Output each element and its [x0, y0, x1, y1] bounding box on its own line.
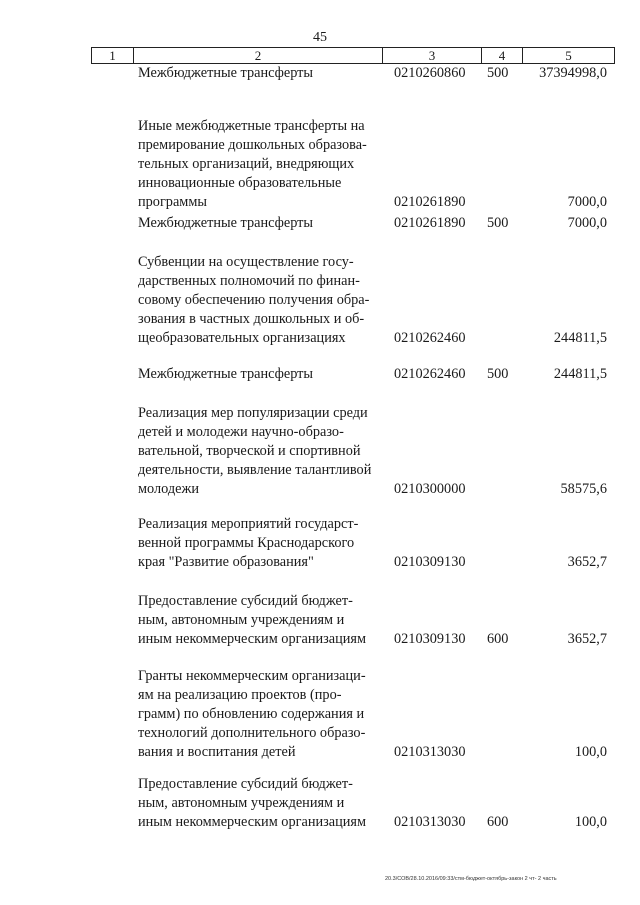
row-amount: 244811,5 — [553, 330, 607, 346]
row-amount: 244811,5 — [553, 366, 607, 382]
row-expense-kind: 500 — [487, 215, 509, 231]
description-line: Межбюджетные трансферты — [138, 215, 314, 231]
description-line: Реализация мер популяризации среди — [138, 405, 368, 421]
description-line: ям на реализацию проектов (про- — [138, 687, 342, 703]
row-amount: 100,0 — [574, 814, 607, 830]
row-expense-kind: 600 — [487, 631, 509, 647]
row-description — [138, 592, 384, 649]
row-amount: 3652,7 — [567, 554, 607, 570]
description-line: венной программы Краснодарского — [138, 535, 355, 551]
row-amount: 3652,7 — [567, 631, 607, 647]
column-header-5: 5 — [565, 48, 572, 63]
row-expense-kind: 600 — [487, 814, 509, 830]
description-line: технологий дополнительного образо- — [138, 725, 366, 741]
row-expense-kind: 500 — [487, 366, 509, 382]
row-code: 0210260860 — [394, 65, 466, 81]
description-line: щеобразовательных организациях — [138, 330, 346, 346]
description-line: Реализация мероприятий государст- — [138, 516, 359, 532]
row-amount: 7000,0 — [567, 194, 607, 210]
description-line: премирование дошкольных образова- — [138, 137, 367, 153]
row-description — [138, 404, 384, 499]
row-code: 0210262460 — [394, 366, 466, 382]
row-amount: 7000,0 — [567, 215, 607, 231]
description-line: программы — [138, 194, 208, 210]
description-line: Межбюджетные трансферты — [138, 65, 314, 81]
page-number: 45 — [313, 30, 327, 45]
row-description — [138, 775, 384, 832]
description-line: вания и воспитания детей — [138, 744, 296, 760]
description-line: дарственных полномочий по финан- — [138, 273, 360, 289]
footer-filepath: 20.3/СОВ/28.10.2016/09:33/стм-бюджет-октябрь-закон 2 чт- 2 часть — [385, 876, 557, 882]
column-header-3: 3 — [383, 48, 482, 63]
description-line: вательной, творческой и спортивной — [138, 443, 361, 459]
description-line: инновационные образовательные — [138, 175, 342, 191]
row-description — [138, 117, 384, 212]
row-code: 0210313030 — [394, 744, 466, 760]
column-header-4: 4 — [482, 48, 523, 63]
row-code: 0210309130 — [394, 631, 466, 647]
description-line: детей и молодежи научно-образо- — [138, 424, 344, 440]
row-amount: 37394998,0 — [539, 65, 607, 81]
description-line: Предоставление субсидий бюджет- — [138, 776, 353, 792]
row-expense-kind: 500 — [487, 65, 509, 81]
description-line: тельных организаций, внедряющих — [138, 156, 355, 172]
row-description — [138, 515, 384, 572]
description-line: ным, автономным учреждениям и — [138, 612, 345, 628]
description-line: совому обеспечению получения обра- — [138, 292, 370, 308]
column-header-2: 2 — [134, 48, 383, 63]
row-description — [138, 214, 384, 233]
table-header — [91, 47, 615, 64]
description-line: Гранты некоммерческим организаци- — [138, 668, 366, 684]
column-header-1: 1 — [92, 48, 134, 63]
description-line: Межбюджетные трансферты — [138, 366, 314, 382]
row-code: 0210262460 — [394, 330, 466, 346]
description-line: иным некоммерческим организациям — [138, 814, 367, 830]
row-description — [138, 253, 384, 348]
description-line: зования в частных дошкольных и об- — [138, 311, 365, 327]
row-description — [138, 667, 384, 762]
row-code: 0210261890 — [394, 215, 466, 231]
description-line: Предоставление субсидий бюджет- — [138, 593, 353, 609]
description-line: молодежи — [138, 481, 200, 497]
description-line: Субвенции на осуществление госу- — [138, 254, 354, 270]
row-description — [138, 64, 384, 83]
description-line: Иные межбюджетные трансферты на — [138, 118, 365, 134]
row-code: 0210300000 — [394, 481, 466, 497]
row-amount: 100,0 — [574, 744, 607, 760]
row-description — [138, 365, 384, 384]
row-code: 0210313030 — [394, 814, 466, 830]
description-line: края "Развитие образования" — [138, 554, 314, 570]
row-amount: 58575,6 — [560, 481, 607, 497]
row-code: 0210261890 — [394, 194, 466, 210]
description-line: иным некоммерческим организациям — [138, 631, 367, 647]
description-line: грамм) по обновлению содержания и — [138, 706, 365, 722]
description-line: ным, автономным учреждениям и — [138, 795, 345, 811]
row-code: 0210309130 — [394, 554, 466, 570]
description-line: деятельности, выявление талантливой — [138, 462, 372, 478]
